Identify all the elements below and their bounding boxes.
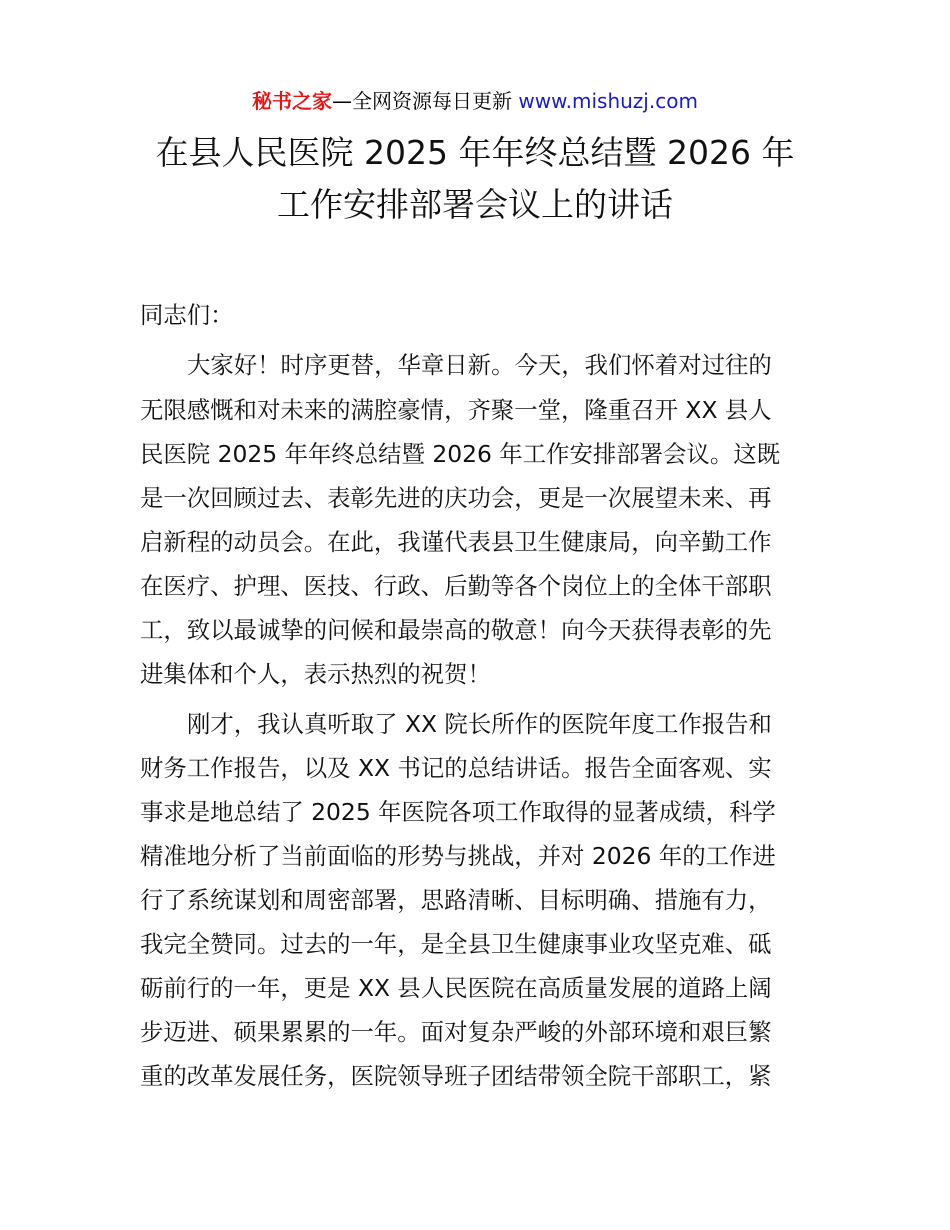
paragraph-1-line: 无限感慨和对未来的满腔豪情，齐聚一堂，隆重召开 XX 县人 [140, 396, 772, 424]
paragraph-1-line: 工，致以最诚挚的问候和最崇高的敬意！向今天获得表彰的先 [140, 616, 772, 644]
paragraph-1-line: 大家好！时序更替，华章日新。今天，我们怀着对过往的 [187, 351, 772, 379]
site-url-link[interactable]: www.mishuzj.com [518, 89, 698, 113]
banner-tagline: —全网资源每日更新 [332, 89, 519, 113]
site-banner [0, 86, 950, 116]
document-title-line-2: 工作安排部署会议上的讲话 [277, 185, 673, 224]
paragraph-2-line: 我完全赞同。过去的一年，是全县卫生健康事业攻坚克难、砥 [140, 930, 772, 958]
brand-name: 秘书之家 [252, 89, 333, 113]
paragraph-1-line: 在医疗、护理、医技、行政、后勤等各个岗位上的全体干部职 [140, 572, 772, 600]
paragraph-2-line: 重的改革发展任务，医院领导班子团结带领全院干部职工，紧 [140, 1062, 772, 1090]
paragraph-1-line: 启新程的动员会。在此，我谨代表县卫生健康局，向辛勤工作 [140, 528, 772, 556]
paragraph-2-line: 步迈进、硕果累累的一年。面对复杂严峻的外部环境和艰巨繁 [140, 1018, 772, 1046]
paragraph-1-line: 是一次回顾过去、表彰先进的庆功会，更是一次展望未来、再 [140, 484, 772, 512]
paragraph-2-line: 精准地分析了当前面临的形势与挑战，并对 2026 年的工作进 [140, 842, 776, 870]
paragraph-2-line: 砺前行的一年，更是 XX 县人民医院在高质量发展的道路上阔 [140, 974, 772, 1002]
paragraph-2-line: 事求是地总结了 2025 年医院各项工作取得的显著成绩，科学 [140, 798, 776, 826]
paragraph-1-line: 民医院 2025 年年终总结暨 2026 年工作安排部署会议。这既 [140, 440, 780, 468]
salutation: 同志们： [140, 301, 234, 329]
paragraph-2-line: 财务工作报告，以及 XX 书记的总结讲话。报告全面客观、实 [140, 754, 772, 782]
paragraph-2-line: 行了系统谋划和周密部署，思路清晰、目标明确、措施有力， [140, 886, 772, 914]
paragraph-2-line: 刚才，我认真听取了 XX 院长所作的医院年度工作报告和 [187, 710, 772, 738]
paragraph-1-line: 进集体和个人，表示热烈的祝贺！ [140, 660, 491, 688]
document-title-line-1: 在县人民医院 2025 年年终总结暨 2026 年 [155, 133, 795, 172]
